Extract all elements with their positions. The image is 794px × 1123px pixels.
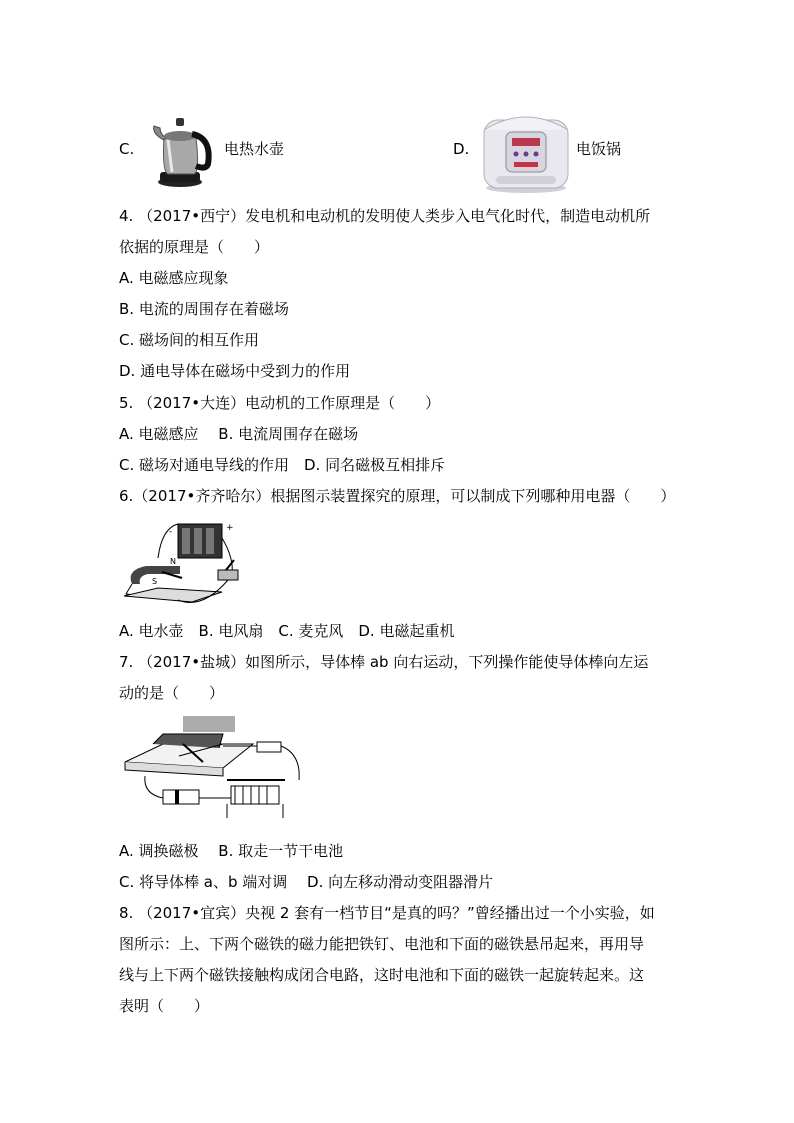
rice-cooker-image [478,100,574,196]
option-d-label: 电饭锅 [576,140,622,158]
q7-options-row2: C. 将导体棒 a、b 端对调 D. 向左移动滑动变阻器滑片 [119,873,494,891]
q4-option-a: A. 电磁感应现象 [119,269,229,287]
option-c-label: 电热水壶 [224,140,285,158]
q6-s-label: S [152,577,158,586]
q6-options: A. 电水壶 B. 电风扇 C. 麦克风 D. 电磁起重机 [119,622,455,640]
q6-stem: 6.（2017•齐齐哈尔）根据图示装置探究的原理，可以制成下列哪种用电器（ ） [119,487,676,505]
q8-stem-line1: 8. （2017•宜宾）央视 2 套有一档节目“是真的吗？”曾经播出过一个小实验，如 [119,904,655,922]
q4-option-b: B. 电流的周围存在着磁场 [119,300,289,318]
q4-stem-line2: 依据的原理是（ ） [119,238,270,256]
q7-stem-line1: 7. （2017•盐城）如图所示，导体棒 ab 向右运动，下列操作能使导体棒向左运 [119,653,649,671]
q7-options-row1: A. 调换磁极 B. 取走一节干电池 [119,842,344,860]
electric-kettle-image [150,108,216,188]
q8-stem-line3: 线与上下两个磁铁接触构成闭合电路，这时电池和下面的磁铁一起旋转起来。这 [119,966,645,984]
q7-circuit-diagram [123,714,305,824]
q5-stem: 5. （2017•大连）电动机的工作原理是（ ） [119,394,441,412]
q8-stem-line4: 表明（ ） [119,997,210,1015]
q6-minus-label: - [169,527,173,537]
q6-n-label: N [170,557,176,566]
q5-options-row1: A. 电磁感应 B. 电流周围存在磁场 [119,425,359,443]
q6-apparatus-diagram [122,518,248,610]
q8-stem-line2: 图所示：上、下两个磁铁的磁力能把铁钉、电池和下面的磁铁悬吊起来，再用导 [119,935,645,953]
q4-option-d: D. 通电导体在磁场中受到力的作用 [119,362,351,380]
q4-option-c: C. 磁场间的相互作用 [119,331,260,349]
q7-stem-line2: 动的是（ ） [119,684,225,702]
q5-options-row2: C. 磁场对通电导线的作用 D. 同名磁极互相排斥 [119,456,446,474]
option-c-letter: C. [119,140,135,158]
q4-stem-line1: 4. （2017•西宁）发电机和电动机的发明使人类步入电气化时代，制造电动机所 [119,207,651,225]
q6-plus-label: + [226,523,234,533]
option-d-letter: D. [453,140,470,158]
